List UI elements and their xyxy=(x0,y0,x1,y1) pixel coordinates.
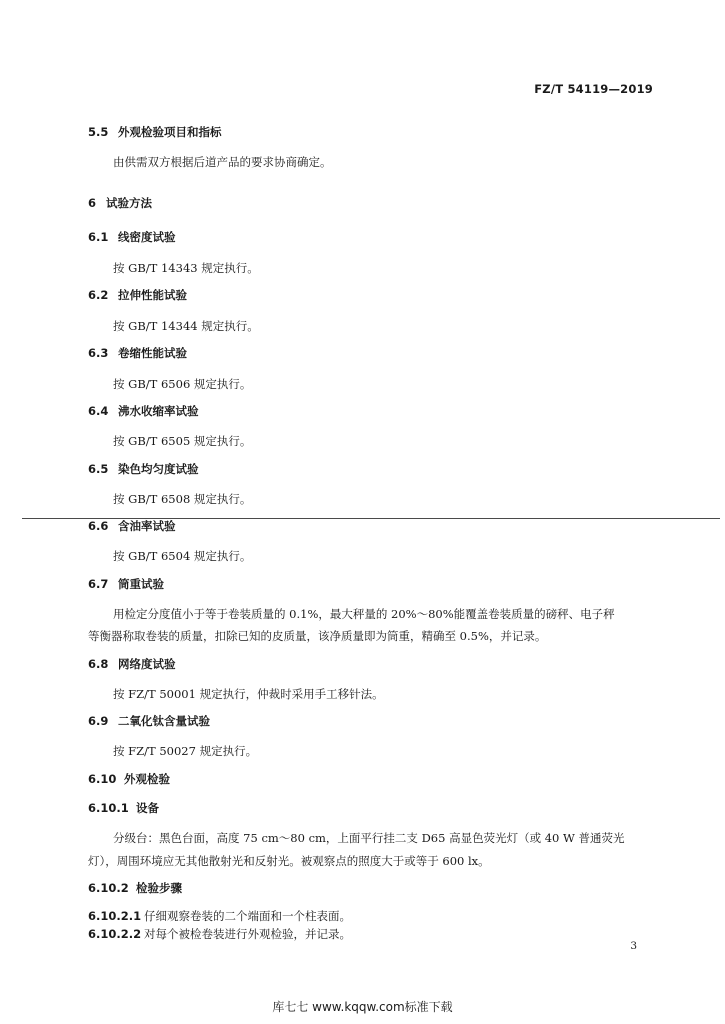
section-title: 染色均匀度试验 xyxy=(118,462,199,476)
section-number: 6.9 xyxy=(88,714,109,728)
section-6-1 xyxy=(88,229,176,245)
section-6-7 xyxy=(88,576,164,592)
paragraph: 按 GB/T 6506 规定执行。 xyxy=(113,377,252,391)
standard-code-header: FZ/T 54119—2019 xyxy=(534,82,653,96)
step-6-10-2-1 xyxy=(88,908,351,924)
section-6-3 xyxy=(88,345,187,361)
section-number: 6.6 xyxy=(88,519,109,533)
paragraph-continuation: 灯），周围环境应无其他散射光和反射光。被观察点的照度大于或等于 600 lx。 xyxy=(88,854,490,868)
section-6-10-2 xyxy=(88,880,182,896)
section-number: 6.10 xyxy=(88,772,117,786)
section-title: 含油率试验 xyxy=(118,519,176,533)
paragraph: 按 GB/T 14343 规定执行。 xyxy=(113,261,259,275)
section-title: 检验步骤 xyxy=(136,881,182,895)
section-number: 6 xyxy=(88,196,97,210)
section-6-10-1 xyxy=(88,800,159,816)
section-6-8 xyxy=(88,656,176,672)
section-title: 线密度试验 xyxy=(118,230,176,244)
section-title: 卷缩性能试验 xyxy=(118,346,187,360)
step-6-10-2-2 xyxy=(88,926,351,942)
paragraph: 分级台：黑色台面，高度 75 cm～80 cm，上面平行挂二支 D65 高显色荧光灯（或 40 W 普通荧光 xyxy=(113,831,625,845)
step-number: 6.10.2.1 xyxy=(88,909,142,923)
paragraph: 按 GB/T 6505 规定执行。 xyxy=(113,434,252,448)
section-title: 拉伸性能试验 xyxy=(118,288,187,302)
section-6-10 xyxy=(88,771,170,787)
watermark-footer: 库七七 www.kqqw.com标准下载 xyxy=(272,1000,453,1014)
paragraph: 按 FZ/T 50001 规定执行，仲裁时采用手工移针法。 xyxy=(113,687,384,701)
paragraph: 按 GB/T 14344 规定执行。 xyxy=(113,319,259,333)
section-6 xyxy=(88,195,152,211)
section-number: 6.10.2 xyxy=(88,881,129,895)
section-number: 6.8 xyxy=(88,657,109,671)
section-title: 外观检验项目和指标 xyxy=(118,125,222,139)
section-title: 设备 xyxy=(136,801,159,815)
section-title: 网络度试验 xyxy=(118,657,176,671)
paragraph: 按 GB/T 6504 规定执行。 xyxy=(113,549,252,563)
step-text: 对每个被检卷装进行外观检验，并记录。 xyxy=(144,927,351,941)
paragraph: 由供需双方根据后道产品的要求协商确定。 xyxy=(113,155,332,169)
section-title: 沸水收缩率试验 xyxy=(118,404,199,418)
section-6-2 xyxy=(88,287,187,303)
section-6-5 xyxy=(88,461,199,477)
page-number: 3 xyxy=(630,940,637,952)
section-6-9 xyxy=(88,713,210,729)
paragraph: 用检定分度值小于等于卷装质量的 0.1%，最大秤量的 20%～80%能覆盖卷装质量的磅秤、电子秤 xyxy=(113,607,615,621)
section-number: 6.2 xyxy=(88,288,109,302)
paragraph-continuation: 等衡器称取卷装的质量，扣除已知的皮质量，该净质量即为筒重，精确至 0.5%，并记录。 xyxy=(88,629,547,643)
section-number: 6.3 xyxy=(88,346,109,360)
section-title: 外观检验 xyxy=(124,772,170,786)
section-title: 筒重试验 xyxy=(118,577,164,591)
step-number: 6.10.2.2 xyxy=(88,927,142,941)
section-number: 6.7 xyxy=(88,577,109,591)
section-6-4 xyxy=(88,403,199,419)
step-text: 仔细观察卷装的二个端面和一个柱表面。 xyxy=(144,909,351,923)
section-5-5 xyxy=(88,124,222,140)
section-title: 二氧化钛含量试验 xyxy=(118,714,210,728)
section-number: 6.4 xyxy=(88,404,109,418)
section-title: 试验方法 xyxy=(106,196,152,210)
paragraph: 按 FZ/T 50027 规定执行。 xyxy=(113,744,258,758)
section-number: 6.10.1 xyxy=(88,801,129,815)
section-number: 6.1 xyxy=(88,230,109,244)
section-6-6 xyxy=(88,518,176,534)
paragraph: 按 GB/T 6508 规定执行。 xyxy=(113,492,252,506)
section-number: 6.5 xyxy=(88,462,109,476)
section-number: 5.5 xyxy=(88,125,109,139)
